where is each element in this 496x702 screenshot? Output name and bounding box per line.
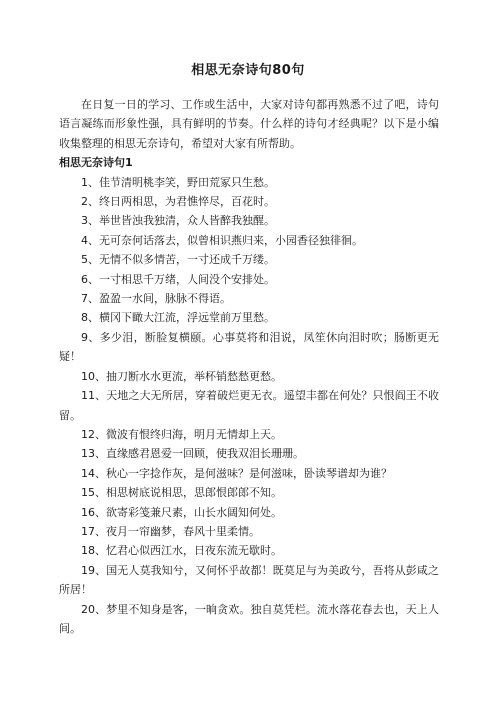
poem-lines [59,173,439,639]
document-body [59,95,439,638]
poem-line: 2、终日两相思，为君憔悴尽，百花时。 [81,195,275,209]
poem-line: 20、梦里不知身是客，一晌贪欢。独自莫凭栏。流水落花春去也，天上人间。 [59,602,439,635]
poem-line: 10、抽刀断水水更流，举杯销愁愁更愁。 [81,369,282,383]
poem-line: 8、横冈下瞰大江流，浮远堂前万里愁。 [81,311,275,325]
poem-line: 3、举世皆浊我独清，众人皆醉我独醒。 [81,214,275,228]
poem-line: 15、相思树底说相思，思郎恨郎郎不知。 [81,486,282,500]
poem-line: 11、天地之大无所居，穿着破烂更无衣。遥望丰都在何处？只恨阎王不收留。 [59,389,439,422]
poem-line: 5、无情不似多情苦，一寸还成千万缕。 [81,253,275,267]
poem-line: 18、忆君心似西江水，日夜东流无歇时。 [81,544,282,558]
poem-line: 4、无可奈何话落去，似曾相识燕归来，小园香径独徘徊。 [81,233,363,247]
poem-line: 1、佳节清明桃李笑，野田荒冢只生愁。 [81,175,275,189]
poem-line: 7、盈盈一水间，脉脉不得语。 [81,292,231,306]
document-title: 相思无奈诗句80句 [191,63,305,78]
intro-paragraph: 在日复一日的学习、工作或生活中，大家对诗句都再熟悉不过了吧，诗句语言凝练而形象性强，具有鲜明的节奏。什么样的诗句才经典呢？以下是小编收集整理的相思无奈诗句，希望对大家有所帮助。 [59,98,439,150]
poem-line: 19、国无人莫我知兮，又何怀乎故都！既莫足与为美政兮，吾将从彭咸之所居！ [59,563,439,597]
poem-line: 9、多少泪，断脸复横颐。心事莫将和泪说，凤笙休向泪时吹；肠断更无疑！ [59,330,439,364]
poem-line: 6、一寸相思千万绪，人间没个安排处。 [81,272,275,286]
poem-line: 13、直缘感君恩爱一回顾，使我双泪长珊珊。 [81,447,304,461]
poem-line: 12、微波有恨终归海，明月无情却上天。 [81,427,282,441]
poem-line: 17、夜月一帘幽梦，春风十里柔情。 [81,524,260,538]
poem-line: 14、秋心一字捻作灰，是何滋味？是何滋味，卧读琴谱却为谁？ [81,466,392,480]
poem-line: 16、欲寄彩笺兼尺素，山长水阔知何处。 [81,505,282,519]
section-heading: 相思无奈诗句1 [59,156,133,170]
